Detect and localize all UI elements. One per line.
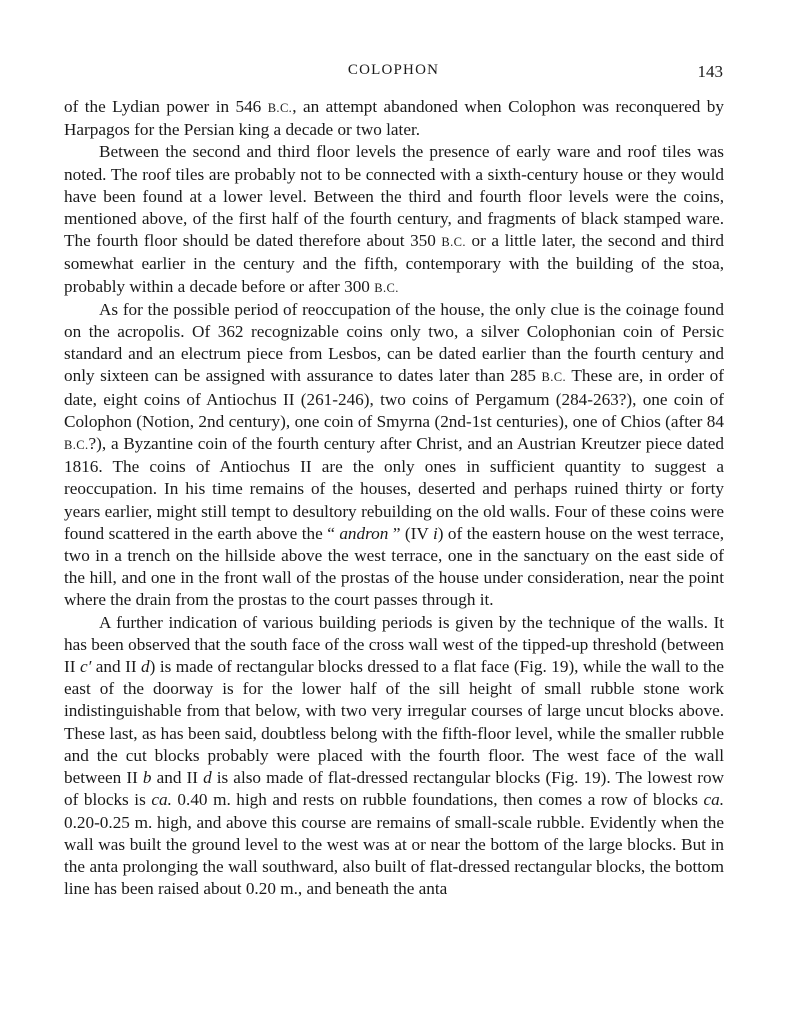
text-run: B.C.	[441, 235, 466, 250]
paragraph	[64, 612, 724, 901]
text-run: A further indication of various building periods is given by the technique of the walls. It has been observed that the south face of the cross wall west of the tipped-up threshold (between II	[64, 612, 724, 677]
text-run: i	[432, 523, 438, 543]
text-run: is also made of flat-dressed rectangular blocks (Fig. 19). The lowest row of blocks is	[64, 768, 725, 810]
text-run: 0.40 m. high and rests on rubble foundations, then comes a row of blocks	[171, 790, 704, 810]
text-run: ” (IV	[388, 523, 433, 543]
text-run: B.C.	[541, 370, 567, 385]
body-text	[64, 96, 724, 900]
text-run: ) is made of rectangular blocks dressed to a flat face (Fig. 19), while the wall to the east of the doorway is for the lower half of the sill height of small rubble stone work indistinguishable from that below, with two very irregular courses of large uncut blocks above. These last, as has been said, doubtless belong with the fifth-floor level, while the smaller rubble and the cut blocks probably were placed with the fourth floor. The west face of the wall between II	[64, 657, 725, 788]
text-run: , an attempt abandoned when Colophon was reconquered by Harpagos for the Persian king a decade or two later.	[64, 97, 724, 140]
text-run: andron	[339, 523, 389, 543]
paragraph	[64, 299, 724, 612]
text-run: of the Lydian power in 546	[64, 97, 268, 116]
text-run: As for the possible period of reoccupation of the house, the only clue is the coinage found on the acropolis. Of 362 recognizable coins only two, a silver Colophonian coin of Persic standard and an electrum piece from Lesbos, can be dated earlier than the fourth century and only sixteen can be assigned with assurance to dates later than 285	[64, 299, 724, 386]
text-run: B.C.	[64, 438, 89, 453]
text-run: d	[141, 657, 150, 677]
text-run: ) of the eastern house on the west terrace, two in a trench on the hillside above the west terrace, one in the sanctuary on the east side of the hill, and one in the front wall of the prostas of the house under consideration, near the point where the drain from the prostas to the court passes through it.	[64, 523, 724, 610]
text-run: and II	[91, 657, 142, 677]
text-run: B.C.	[374, 280, 399, 295]
running-head: COLOPHON	[347, 62, 440, 78]
text-run: 0.20-0.25 m. high, and above this course are remains of small-scale rubble. Evidently when the wall was built the ground level to the west was at or near the bottom of the large blocks. But in the anta prolonging the wall southward, also built of flat-dressed rectangular blocks, the bottom line has been raised about 0.20 m., and beneath the anta	[64, 812, 724, 899]
paragraph	[64, 96, 724, 141]
text-run: ca.	[703, 790, 725, 810]
page-header	[64, 62, 723, 86]
text-run: and II	[151, 768, 204, 788]
text-run: c′	[79, 657, 92, 677]
text-run: Between the second and third floor levels the presence of early ware and roof tiles was noted. The roof tiles are probably not to be connected with a sixth-century house or they would have been found at a lower level. Between the third and fourth floor levels were the coins, mentioned above, of the first half of the fourth century, and fragments of black stamped ware. The fourth floor should be dated therefore about 350	[64, 142, 724, 251]
text-run: d	[203, 768, 212, 788]
text-run: or a little later, the second and third somewhat earlier in the century and the fifth, contemporary with the building of the stoa, probably within a decade before or after 300	[64, 231, 725, 296]
paragraph	[64, 141, 724, 298]
text-run: b	[142, 768, 152, 788]
text-run: B.C.	[267, 101, 293, 115]
text-run: These are, in order of date, eight coins of Antiochus II (261-246), two coins of Pergamum (284-263?), one coin of Colophon (Notion, 2nd century), one coin of Smyrna (2nd-1st centuries), one of Chios (after 84	[64, 366, 724, 431]
text-run: ?), a Byzantine coin of the fourth century after Christ, and an Austrian Kreutzer piece dated 1816. The coins of Antiochus II are the only ones in sufficient quantity to suggest a reoccupation. In his time remains of the houses, deserted and perhaps ruined thirty or forty years earlier, might still tempt to desultory rebuilding on the old walls. Four of these coins were found scattered in the earth above the “	[64, 434, 724, 543]
text-run: ca.	[151, 790, 172, 810]
page-number: 143	[697, 62, 723, 81]
